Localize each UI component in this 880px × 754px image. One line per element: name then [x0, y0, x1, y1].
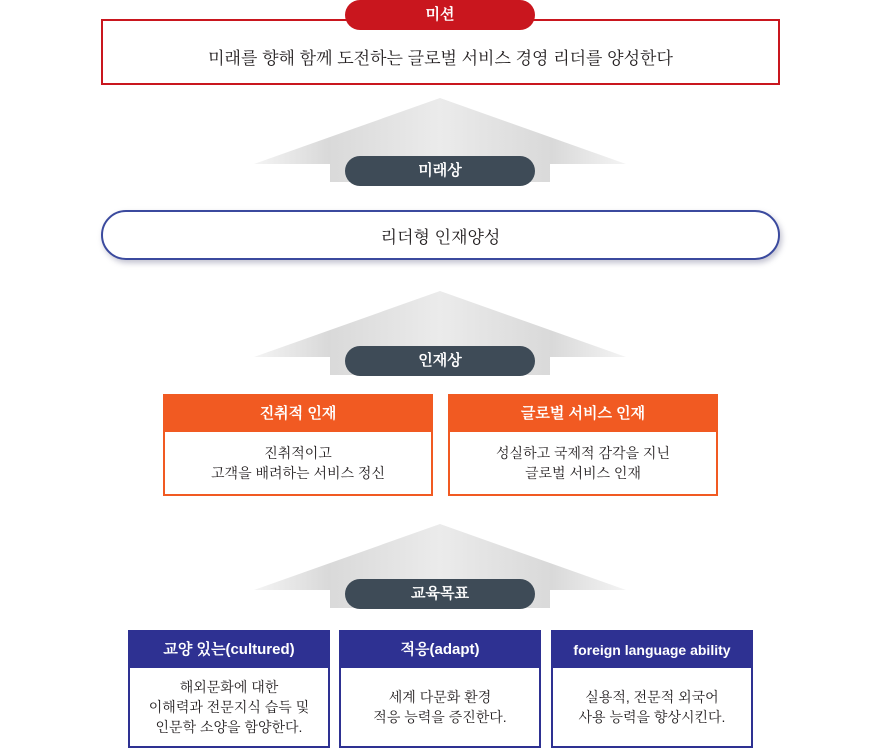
goal-card-heading: 교양 있는(cultured) [130, 632, 328, 668]
goal-card-line: 사용 능력을 향상시킨다. [578, 709, 726, 725]
goal-card-body [341, 668, 539, 746]
goal-card-line: 이해력과 전문지식 습득 및 [148, 698, 310, 715]
talent-profile-label: 인재상 [345, 346, 535, 376]
talent-card-line: 진취적이고 [264, 444, 332, 461]
mission-label: 미션 [345, 0, 535, 30]
mission-text: 미래를 향해 함께 도전하는 글로벌 서비스 경영 리더를 양성한다 [208, 48, 673, 68]
talent-card [448, 394, 718, 496]
talent-card-line: 고객을 배려하는 서비스 정신 [211, 465, 385, 481]
talent-card-heading: 글로벌 서비스 인재 [450, 396, 716, 432]
goal-card-heading: foreign language ability [553, 632, 751, 668]
talent-card-body [165, 432, 431, 494]
future-vision-text: 리더형 인재양성 [380, 227, 501, 247]
goal-card-line: 해외문화에 대한 [179, 678, 279, 695]
education-goal-label: 교육목표 [345, 579, 535, 609]
goal-card-heading: 적응(adapt) [341, 632, 539, 668]
talent-card [163, 394, 433, 496]
goal-card-body [130, 668, 328, 746]
goal-card [339, 630, 541, 748]
goal-card [551, 630, 753, 748]
talent-card-line: 글로벌 서비스 인재 [525, 465, 641, 481]
talent-card-line: 성실하고 국제적 감각을 지닌 [496, 444, 670, 461]
goal-card-line: 실용적, 전문적 외국어 [585, 688, 719, 705]
goal-card-body [553, 668, 751, 746]
goal-card-line: 세계 다문화 환경 [388, 688, 492, 705]
goal-card [128, 630, 330, 748]
talent-card-body [450, 432, 716, 494]
future-vision-label: 미래상 [345, 156, 535, 186]
goal-card-line: 인문학 소양을 함양한다. [155, 719, 303, 736]
talent-card-heading: 진취적 인재 [165, 396, 431, 432]
future-vision-box [101, 210, 780, 260]
goal-card-line: 적응 능력을 증진한다. [373, 709, 507, 725]
